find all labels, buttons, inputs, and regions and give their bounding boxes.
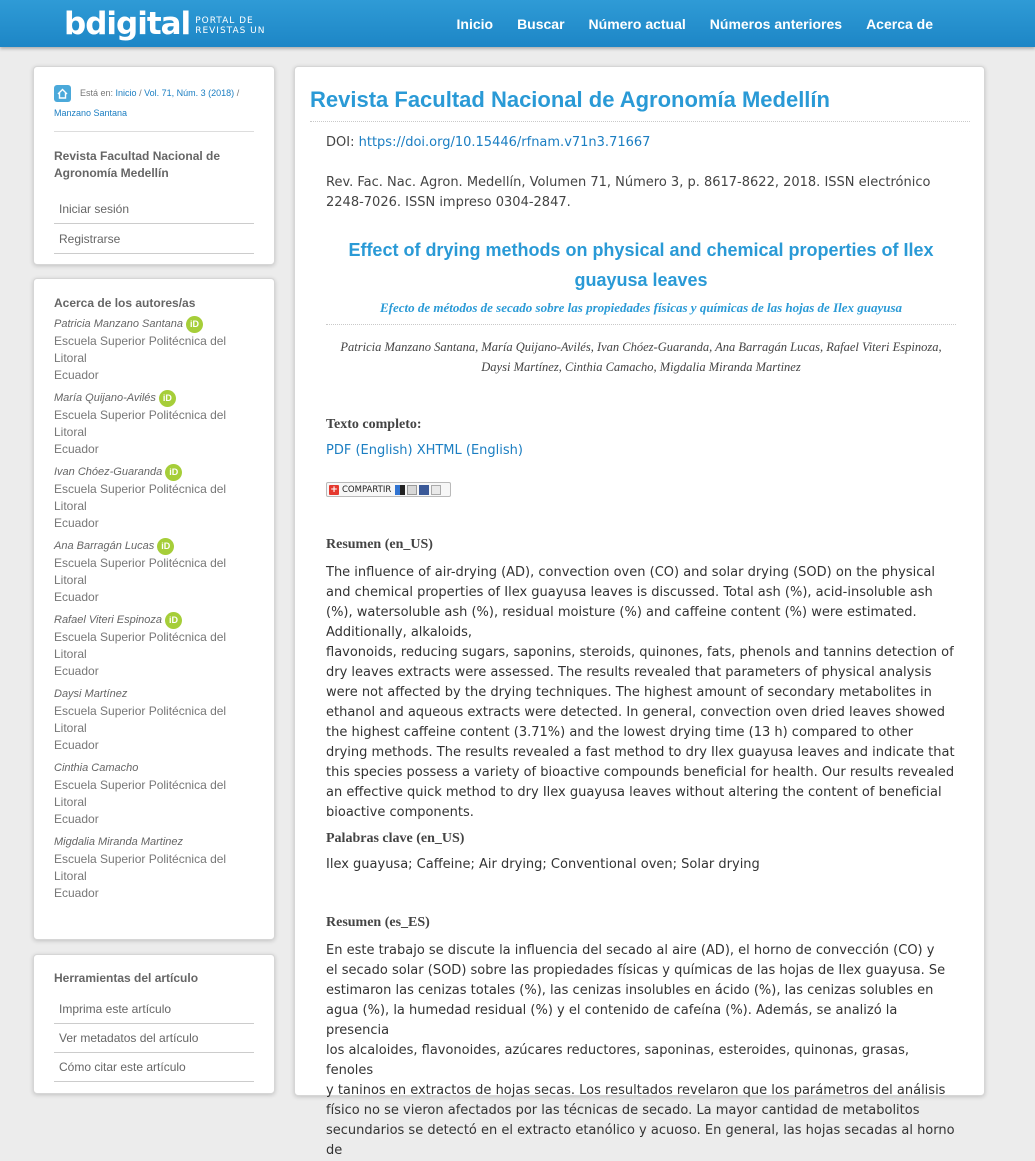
print-article-link[interactable]: Imprima este artículo	[54, 995, 254, 1024]
sidebar-authors-box	[33, 278, 275, 940]
site-logo[interactable]	[64, 6, 266, 42]
author-country: Ecuador	[54, 738, 99, 752]
breadcrumb-home-link[interactable]: Inicio	[115, 88, 137, 98]
author-name: Ana Barragán Lucas	[54, 540, 155, 552]
orcid-icon[interactable]: iD	[165, 464, 182, 481]
fulltext-heading: Texto completo:	[326, 417, 422, 432]
author-entry	[54, 760, 254, 828]
nav-numero-actual[interactable]: Número actual	[588, 15, 686, 32]
author-entry	[54, 390, 254, 458]
author-name: Patricia Manzano Santana	[54, 318, 184, 330]
author-country: Ecuador	[54, 664, 99, 678]
abstract-es: En este trabajo se discute la influencia del secado al aire (AD), el horno de convección (CO) y el secado solar (SOD) sobre las propiedades físicas y químicas de las hojas de Ilex guayusa. Se estimaron las cenizas totales (%), las cenizas insolubles en ácido (%), las cenizas solubles en agua (%), la humedad residual (%) y el contenido de cafeína (%). Además, se analizó la presencia los alcaloides, flavonoides, azúcares reductores, saponinas, esteroides, quinonas, grasas, fenoles y taninos en extractos de hojas secas. Los resultados revelaron que los parámetros del análisis físico no se vieron afectados por las técnicas de secado. La mayor cantidad de metabolitos secundarios se detectó en el extracto etanólico y acuoso. En general, las hojas secadas al horno de	[326, 943, 955, 1158]
author-entry	[54, 538, 254, 606]
author-affiliation: Escuela Superior Politécnica del Litoral	[54, 630, 227, 661]
home-icon[interactable]	[54, 85, 71, 102]
author-name: Daysi Martínez	[54, 688, 128, 700]
sidebar-journal-name: Revista Facultad Nacional de Agronomía Medellín	[54, 149, 221, 180]
author-country: Ecuador	[54, 368, 99, 382]
author-country: Ecuador	[54, 590, 99, 604]
author-entry	[54, 686, 254, 754]
article-title: Effect of drying methods on physical and chemical properties of Ilex guayusa leaves	[348, 240, 934, 290]
orcid-icon[interactable]: iD	[159, 390, 176, 407]
logo-wordmark: bdigital	[64, 6, 191, 42]
breadcrumb-issue-link[interactable]: Vol. 71, Núm. 3 (2018)	[144, 88, 235, 98]
abstract-es-heading: Resumen (es_ES)	[326, 915, 430, 930]
nav-inicio[interactable]: Inicio	[456, 15, 494, 32]
author-name: María Quijano-Avilés	[54, 392, 156, 404]
orcid-icon[interactable]: iD	[186, 316, 203, 333]
breadcrumb-prefix: Está en:	[80, 88, 114, 98]
keywords-en: Ilex guayusa; Caffeine; Air drying; Conventional oven; Solar drying	[326, 857, 760, 872]
citation-text: Rev. Fac. Nac. Agron. Medellín, Volumen 71, Número 3, p. 8617-8622, 2018. ISSN electrónico 2248-7026. ISSN impreso 0304-2847.	[326, 175, 931, 210]
author-name: Ivan Chóez-Guaranda	[54, 466, 163, 478]
more-icon	[431, 485, 441, 495]
digg-icon	[407, 485, 417, 495]
tools-heading: Herramientas del artículo	[54, 971, 199, 985]
article-subtitle: Efecto de métodos de secado sobre las propiedades físicas y químicas de las hojas de Ilex guayusa	[326, 299, 956, 325]
author-affiliation: Escuela Superior Politécnica del Litoral	[54, 482, 227, 513]
orcid-icon[interactable]: iD	[157, 538, 174, 555]
author-name: Cinthia Camacho	[54, 762, 139, 774]
keywords-en-heading: Palabras clave (en_US)	[326, 831, 465, 846]
author-entry	[54, 834, 254, 902]
xhtml-link[interactable]: XHTML (English)	[416, 443, 523, 458]
sidebar-journal-box	[33, 66, 275, 265]
author-affiliation: Escuela Superior Politécnica del Litoral	[54, 334, 227, 365]
social-icons	[395, 485, 441, 495]
sidebar-tools-box	[33, 954, 275, 1094]
login-link[interactable]: Iniciar sesión	[54, 194, 254, 224]
author-country: Ecuador	[54, 442, 99, 456]
orcid-icon[interactable]: iD	[165, 612, 182, 629]
top-header	[0, 0, 1035, 47]
abstract-en: The influence of air-drying (AD), convection oven (CO) and solar drying (SOD) on the physical and chemical properties of Ilex guayusa leaves is discussed. Total ash (%), acid-insoluble ash (%), watersoluble ash (%), residual moisture (%) and caffeine content (%) were estimated. Additionally, alkaloids, flavonoids, reducing sugars, saponins, steroids, quinones, fats, phenols and tannins detection of dry leaves extracts were assessed. The results revealed that parameters of physical analysis were not affected by the drying techniques. The highest amount of secondary metabolites in ethanol and aqueous extracts were detected. In general, convection oven dried leaves showed the highest caffeine content (3.71%) and the lowest drying time (13 h) compared to other drying methods. The results revealed a fast method to dry Ilex guayusa leaves and indicate that this species possess a variety of bioactive compounds beneficial for health. Our results revealed an effective quick method to dry Ilex guayusa leaves without altering the content of beneficial bioactive components.	[326, 565, 955, 820]
author-affiliation: Escuela Superior Politécnica del Litoral	[54, 408, 227, 439]
doi-link[interactable]: https://doi.org/10.15446/rfnam.v71n3.71667	[358, 135, 651, 150]
article-main	[294, 66, 985, 1158]
fulltext-links	[326, 441, 956, 461]
breadcrumb-current[interactable]: Manzano Santana	[54, 108, 128, 118]
author-affiliation: Escuela Superior Politécnica del Litoral	[54, 778, 227, 809]
author-affiliation: Escuela Superior Politécnica del Litoral	[54, 852, 227, 883]
author-name: Rafael Viteri Espinoza	[54, 614, 163, 626]
author-country: Ecuador	[54, 812, 99, 826]
doi-label: DOI:	[326, 135, 355, 150]
author-country: Ecuador	[54, 516, 99, 530]
author-affiliation: Escuela Superior Politécnica del Litoral	[54, 704, 227, 735]
nav-acerca-de[interactable]: Acerca de	[866, 15, 933, 32]
author-name: Migdalia Miranda Martinez	[54, 836, 183, 848]
delicious-icon	[395, 485, 405, 495]
breadcrumb: Está en: Inicio / Vol. 71, Núm. 3 (2018) / Manzano Santana	[54, 83, 254, 132]
share-button[interactable]	[326, 482, 451, 497]
plus-icon: +	[330, 484, 338, 495]
authors-heading: Acerca de los autores/as	[54, 296, 196, 310]
author-affiliation: Escuela Superior Politécnica del Litoral	[54, 556, 227, 587]
author-entry	[54, 316, 254, 384]
journal-title: Revista Facultad Nacional de Agronomía Medellín	[310, 87, 970, 122]
share-label: COMPARTIR	[342, 484, 392, 495]
article-authors: Patricia Manzano Santana, María Quijano-Avilés, Ivan Chóez-Guaranda, Ana Barragán Lucas, Rafael Viteri Espinoza, Daysi Martínez, Cinthia Camacho, Migdalia Miranda Martinez	[340, 340, 942, 374]
doi-line	[326, 133, 956, 153]
author-country: Ecuador	[54, 886, 99, 900]
author-entry	[54, 612, 254, 680]
cite-article-link[interactable]: Cómo citar este artículo	[54, 1053, 254, 1082]
facebook-icon	[419, 485, 429, 495]
nav-numeros-anteriores[interactable]: Números anteriores	[709, 15, 843, 32]
main-nav	[433, 0, 934, 47]
author-entry	[54, 464, 254, 532]
nav-buscar[interactable]: Buscar	[517, 15, 565, 32]
register-link[interactable]: Registrarse	[54, 224, 254, 254]
pdf-link[interactable]: PDF (English)	[326, 443, 413, 458]
article-content	[326, 133, 956, 1161]
logo-subtitle: PORTAL DE REVISTAS UN	[195, 16, 266, 36]
metadata-link[interactable]: Ver metadatos del artículo	[54, 1024, 254, 1053]
abstract-en-heading: Resumen (en_US)	[326, 537, 433, 552]
